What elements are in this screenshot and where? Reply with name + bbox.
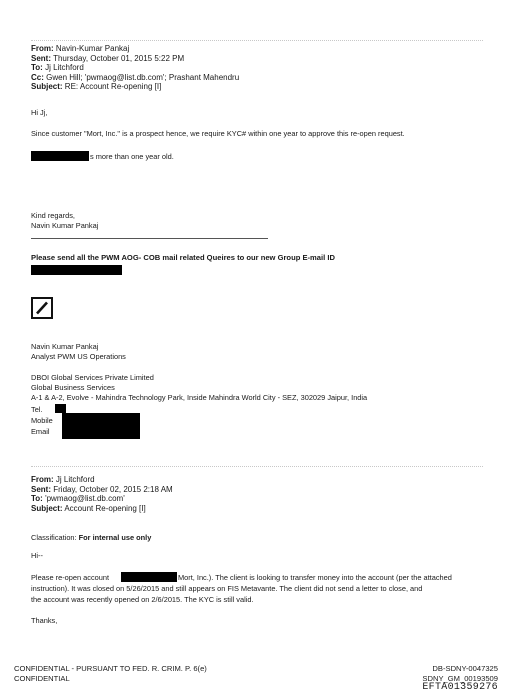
classification-line <box>31 533 151 543</box>
email2-to: 'pwmaog@list.db.com' <box>45 494 125 503</box>
email2-body-line1a: Please re-open account <box>31 573 110 582</box>
signature-rule <box>31 238 268 239</box>
email1-header <box>31 44 239 92</box>
subject-label: Subject: <box>31 82 63 91</box>
redaction-block <box>55 404 66 413</box>
email2-from: Jj Litchford <box>55 475 95 484</box>
cc-label: Cc: <box>31 72 44 82</box>
email2-closing: Thanks, <box>31 616 58 625</box>
email1-to-row <box>31 63 239 73</box>
from-label: From: <box>31 44 54 53</box>
email1-paragraph2: s more than one year old. <box>90 152 174 161</box>
signature-name: Navin Kumar Pankaj <box>31 342 99 351</box>
sent-label: Sent: <box>31 53 51 63</box>
email1-cc: Gwen Hill; 'pwmaog@list.db.com'; Prashant Mahendru <box>46 72 240 82</box>
email2-subject-row <box>31 504 173 514</box>
footer-right-line2: SDNY_GM_00193509 <box>422 674 498 683</box>
email1-subject: RE: Account Re-opening [I] <box>64 82 162 91</box>
footer-right-line1: DB-SDNY-0047325 <box>432 664 498 673</box>
signature-email-label: Email <box>31 427 50 436</box>
email2-greeting: Hi-- <box>31 551 43 560</box>
email2-from-row <box>31 475 173 485</box>
subject-label: Subject: <box>31 503 63 513</box>
to-label: To: <box>31 494 43 503</box>
redaction-block <box>31 151 89 161</box>
email2-body-line3: the account was recently opened on 2/6/2015. The KYC is still valid. <box>31 595 254 604</box>
email1-from-row <box>31 44 239 54</box>
group-email-notice: Please send all the PWM AOG- COB mail related Queires to our new Group E-mail ID <box>31 253 335 262</box>
redaction-block <box>121 572 177 582</box>
redaction-block <box>31 265 122 275</box>
to-label: To: <box>31 63 43 72</box>
top-divider <box>31 40 483 41</box>
signature-title: Analyst PWM US Operations <box>31 352 126 361</box>
signature-address: A-1 & A-2, Evolve - Mahindra Technology Park, Inside Mahindra World City - SEZ, 302029 Jaipur, India <box>31 393 368 402</box>
email2-body-line1b: Mort, Inc.). The client is looking to transfer money into the account (per the attached <box>178 573 452 582</box>
email1-cc-row <box>31 73 239 83</box>
email1-greeting: Hi Jj, <box>31 108 48 117</box>
bank-logo-icon <box>31 297 53 319</box>
email2-subject: Account Re-opening [I] <box>64 503 146 513</box>
signature-company: DBOI Global Services Private Limited <box>31 373 154 382</box>
email1-sent: Thursday, October 01, 2015 5:22 PM <box>53 53 185 63</box>
email2-sent: Friday, October 02, 2015 2:18 AM <box>53 484 173 494</box>
email2-body-line2: instruction). It was closed on 5/26/2015 and still appears on FIS Metavante. The client did not send a letter to close, and <box>31 584 423 593</box>
email1-sent-row <box>31 54 239 64</box>
email1-paragraph1: Since customer "Mort, Inc." is a prospect hence, we require KYC# within one year to approve this re-open request. <box>31 129 405 138</box>
signature-mobile-label: Mobile <box>31 416 53 425</box>
email1-closing: Kind regards, <box>31 211 75 220</box>
slash-mark-icon <box>33 299 51 317</box>
email1-signoff-name: Navin Kumar Pankaj <box>31 221 99 230</box>
email1-to: Jj Litchford <box>45 63 84 72</box>
from-label: From: <box>31 475 54 484</box>
signature-tel-label: Tel. <box>31 405 43 414</box>
email1-from: Navin-Kumar Pankaj <box>55 44 130 53</box>
redaction-block <box>62 413 140 439</box>
email-divider <box>31 466 483 467</box>
email1-subject-row <box>31 82 239 92</box>
footer-efta-number: EFTA01359276 <box>422 682 498 693</box>
classification-label: Classification: <box>31 533 77 542</box>
email2-header <box>31 475 173 513</box>
sent-label: Sent: <box>31 484 51 494</box>
classification-value: For internal use only <box>78 533 152 542</box>
footer-left-line2: CONFIDENTIAL <box>14 674 70 683</box>
signature-division: Global Business Services <box>31 383 115 392</box>
footer-left-line1: CONFIDENTIAL - PURSUANT TO FED. R. CRIM. P. 6(e) <box>14 664 207 673</box>
email2-to-row <box>31 494 173 504</box>
email2-sent-row <box>31 485 173 495</box>
